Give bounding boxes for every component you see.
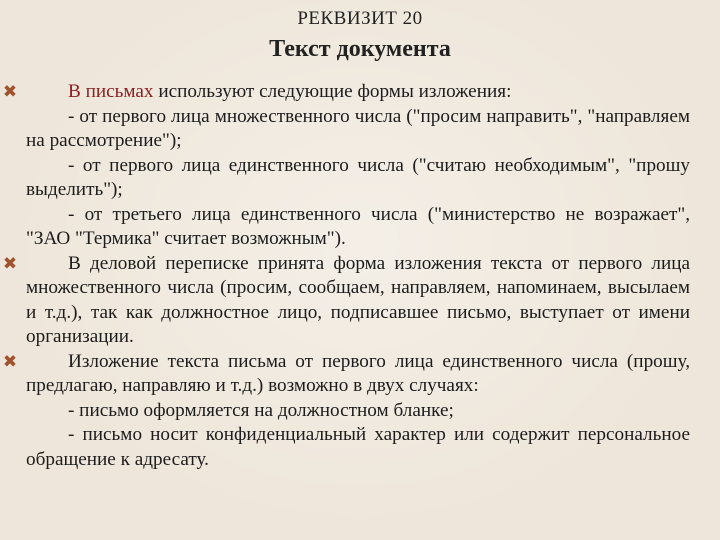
bullet-paragraph-3 — [2, 350, 690, 399]
slide-title: Текст документа — [269, 36, 451, 62]
bullet-paragraph-1 — [2, 80, 690, 105]
paragraph-text: В деловой переписке принята форма изложения текста от первого лица множественного числа (просим, сообщаем, направляем, напоминаем, высылаем и т.д.), так как должностное лицо, подписавшее письмо, выступает от имени организации. — [26, 252, 690, 347]
sub-item: - от первого лица множественного числа ("просим направить", "направляем на рассмотрение"); — [26, 105, 690, 151]
accent-text: В письмах — [68, 81, 154, 102]
x-mark-icon: ✖ — [2, 351, 18, 371]
sub-item: - от первого лица единственного числа ("считаю необходимым", "прошу выделить"); — [26, 154, 690, 200]
x-mark-icon: ✖ — [2, 82, 18, 101]
slide-content — [2, 80, 690, 472]
sub-item: - письмо носит конфиденциальный характер или содержит персональное обращение к адресату. — [26, 424, 690, 470]
sub-item: - письмо оформляется на должностном бланке; — [68, 399, 454, 421]
paragraph-text: Изложение текста письма от первого лица единственного числа (прошу, предлагаю, направляю и т.д.) возможно в двух случаях: — [26, 350, 690, 396]
slide-subtitle: РЕКВИЗИТ 20 — [297, 8, 423, 29]
paragraph-text: используют следующие формы изложения: — [153, 81, 512, 102]
x-mark-icon: ✖ — [2, 253, 18, 273]
sub-item: - от третьего лица единственного числа ("министерство не возражает", "ЗАО "Термика" считает возможным"). — [26, 203, 690, 249]
bullet-paragraph-2 — [2, 252, 690, 350]
